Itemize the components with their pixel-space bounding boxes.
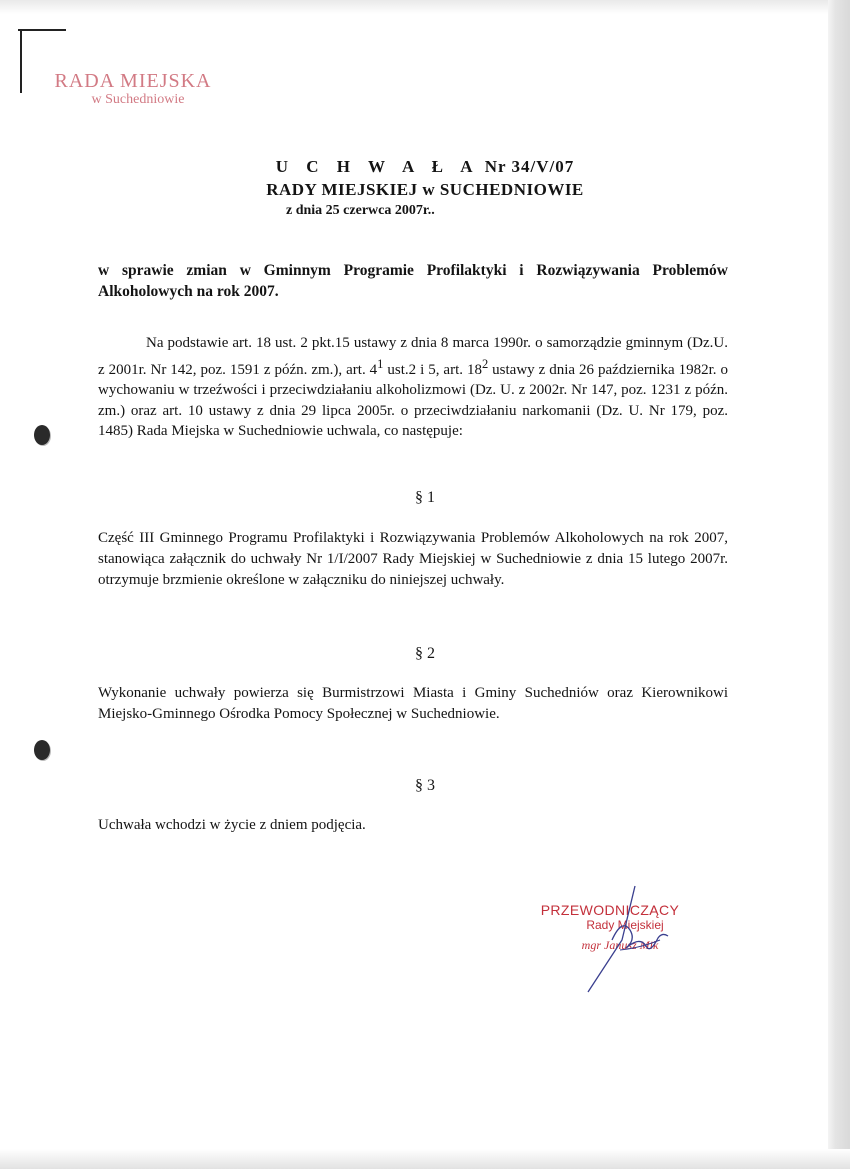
resolution-date: z dnia 25 czerwca 2007r.. [286,203,435,218]
chairman-title: PRZEWODNICZĄCY [540,902,680,918]
section-1-heading: § 1 [415,489,435,506]
section-3-text: Uchwała wchodzi w życie z dniem podjęcia. [98,817,366,833]
punch-hole-bottom [34,740,50,760]
preamble-part-3: ustawy z dnia 26 października 1982r. o wychowaniu w trzeźwości i przeciwdziałaniu alkoholizmowi (Dz. U. z 2002r. Nr 147, poz. 1231 z późn. zm.) oraz art. 10 ustawy z dnia 29 lipca 2005r. o przeciwdziałaniu narkomanii (Dz. U. Nr 179, poz. 1485) Rada Miejska w Suchedniowie uchwala, co następuje: [98,361,728,439]
section-3-heading: § 3 [415,777,435,794]
resolution-number: Nr 34/V/07 [484,157,575,176]
preamble-part-2: ust.2 i 5, art. 18 [383,361,482,378]
section-2-heading: § 2 [415,645,435,662]
section-1-text: Część III Gminnego Programu Profilaktyki i Rozwiązywania Problemów Alkoholowych na rok 2007, stanowiąca załącznik do uchwały Nr 1/I/2007 Rady Miejskiej w Suchedniowie z dnia 15 lutego 2007r. otrzymuje brzmienie określone w załączniku do niniejszej uchwały. [98,530,728,588]
resolution-title [0,157,850,177]
resolution-subject: w sprawie zmian w Gminnym Programie Profilaktyki i Rozwiązywania Problemów Alkoholowych na rok 2007. [98,262,728,300]
section-2-text: Wykonanie uchwały powierza się Burmistrzowi Miasta i Gminy Suchedniów oraz Kierownikowi Miejsko-Gminnego Ośrodka Pomocy Społecznej w Suchedniowie. [98,685,728,722]
scan-edge-top [0,0,850,14]
resolution-issuer: RADY MIEJSKIEJ w SUCHEDNIOWIE [266,180,584,199]
chairman-name: mgr Janusz Mik [581,938,659,952]
preamble-superscript-2: 2 [481,356,489,371]
preamble-part-1: Na podstawie art. 18 ust. 2 pkt.15 ustawy z dnia 8 marca 1990r. o samorządzie gminnym (Dz.U. z 2001r. Nr 142, poz. 1591 z późn. zm.), art. 4 [98,335,728,378]
stamp-line-1: RADA MIEJSKA [54,70,212,92]
council-stamp [38,70,228,107]
preamble-superscript-1: 1 [377,356,384,371]
chairman-subtitle: Rady Miejskiej [586,918,664,932]
corner-mark-vertical [20,29,22,93]
handwritten-signature [560,880,690,1000]
stamp-line-2: w Suchedniowie [91,92,185,107]
punch-hole-top [34,425,50,445]
corner-mark-horizontal [18,29,66,31]
legal-basis-paragraph [98,333,728,442]
resolution-title-word: U C H W A Ł A [275,157,480,176]
scan-edge-bottom [0,1149,850,1169]
